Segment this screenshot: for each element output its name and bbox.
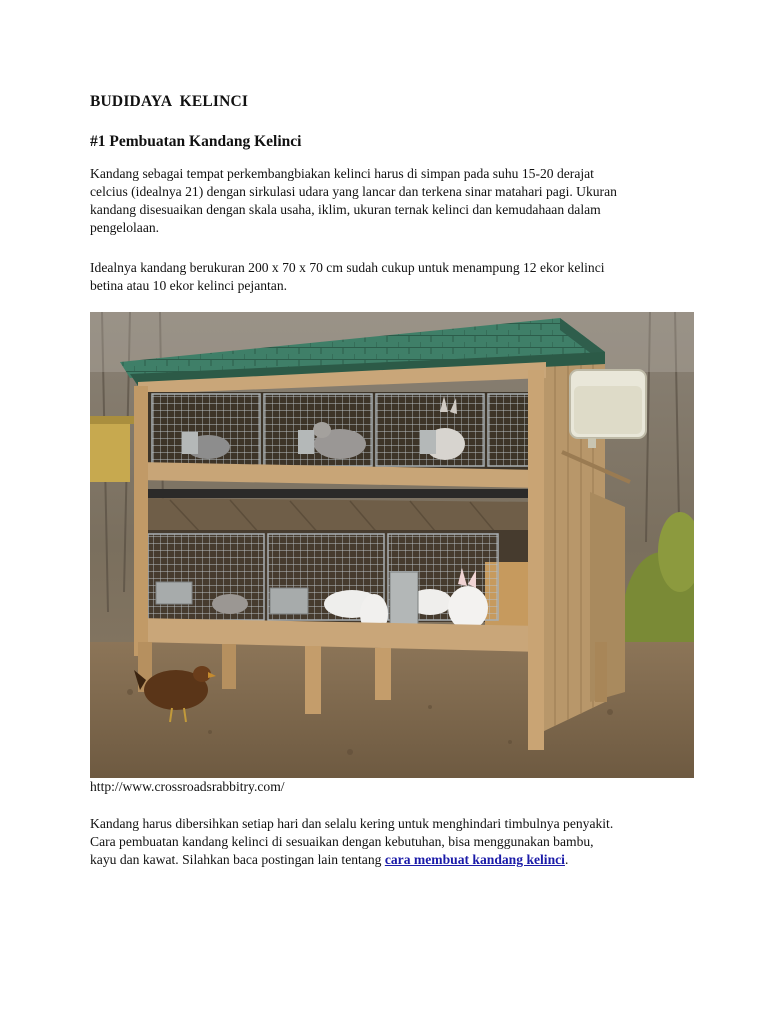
image-caption: http://www.crossroadsrabbitry.com/ (90, 779, 285, 794)
paragraph-line: kandang disesuaikan dengan skala usaha, iklim, ukuran ternak kelinci dan kemudahaan dalam (90, 202, 601, 217)
paragraph-line: Idealnya kandang berukuran 200 x 70 x 70 cm sudah cukup untuk menampung 12 ekor kelinci (90, 260, 605, 275)
paragraph-cleaning (90, 815, 694, 869)
paragraph-text: . (564, 852, 569, 867)
paragraph-line: Kandang sebagai tempat perkembangbiakan kelinci harus di simpan pada suhu 15-20 derajat (90, 166, 594, 181)
document-title: BUDIDAYA KELINCI (90, 93, 249, 110)
paragraph-size (90, 259, 694, 295)
paragraph-line-with-link (90, 851, 694, 869)
rabbit-hutch-photo (90, 312, 694, 778)
paragraph-line: betina atau 10 ekor kelinci pejantan. (90, 278, 288, 293)
paragraph-line: celcius (idealnya 21) dengan sirkulasi udara yang lancar dan terkena sinar matahari pagi. Ukuran (90, 184, 617, 199)
paragraph-line: Cara pembuatan kandang kelinci di sesuaikan dengan kebutuhan, bisa menggunakan bambu, (90, 834, 594, 849)
related-post-link[interactable]: cara membuat kandang kelinci (384, 852, 565, 867)
paragraph-text: kayu dan kawat. Silahkan baca postingan lain tentang (90, 852, 385, 867)
paragraph-line: Kandang harus dibersihkan setiap hari dan selalu kering untuk menghindari timbulnya penyakit. (90, 816, 614, 831)
section-heading: #1 Pembuatan Kandang Kelinci (90, 133, 302, 150)
paragraph-line: pengelolaan. (90, 220, 160, 235)
paragraph-temperature (90, 165, 694, 237)
